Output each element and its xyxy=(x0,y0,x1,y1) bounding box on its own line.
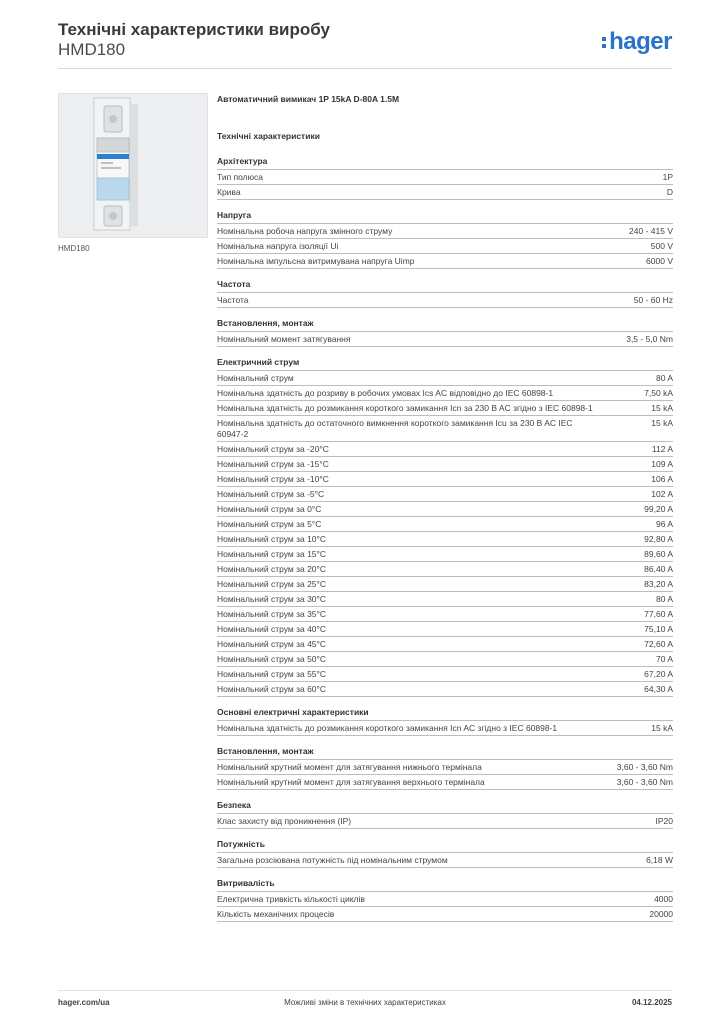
product-image xyxy=(58,93,208,238)
spec-value: 3,60 - 3,60 Nm xyxy=(616,776,673,787)
spec-row xyxy=(217,441,673,456)
spec-group-title: Безпека xyxy=(217,800,251,810)
spec-group-title: Архітектура xyxy=(217,156,268,166)
spec-value: 109 A xyxy=(651,458,673,469)
group-divider xyxy=(217,735,673,736)
group-divider xyxy=(217,199,673,200)
spec-value: 102 A xyxy=(651,488,673,499)
spec-value: 15 kA xyxy=(651,722,673,733)
spec-row xyxy=(217,561,673,576)
spec-value: 4000 xyxy=(654,893,673,904)
image-caption: HMD180 xyxy=(58,244,90,253)
spec-row xyxy=(217,621,673,636)
spec-groups xyxy=(217,156,673,922)
group-divider xyxy=(217,696,673,697)
section-heading: Технічні характеристики xyxy=(217,131,320,141)
spec-label: Номінальний струм за -5°C xyxy=(217,488,325,499)
footer-note: Можливі зміни в технічних характеристиках xyxy=(284,998,446,1007)
spec-row xyxy=(217,471,673,486)
spec-label: Номінальна напруга ізоляції Ui xyxy=(217,240,339,251)
group-divider xyxy=(217,268,673,269)
spec-value: 15 kA xyxy=(651,402,673,413)
spec-value: 15 kA xyxy=(651,417,673,428)
spec-row xyxy=(217,651,673,666)
spec-label: Номінальний струм за 20°C xyxy=(217,563,327,574)
group-divider xyxy=(217,789,673,790)
spec-label: Номінальний момент затягування xyxy=(217,333,351,344)
logo-dots-icon xyxy=(602,34,607,51)
spec-row xyxy=(217,546,673,561)
spec-row xyxy=(217,486,673,501)
logo-text: hager xyxy=(609,28,672,55)
spec-value: 20000 xyxy=(649,908,673,919)
spec-row xyxy=(217,331,673,346)
spec-row xyxy=(217,591,673,606)
spec-row xyxy=(217,759,673,774)
spec-label: Номінальний струм за 30°C xyxy=(217,593,327,604)
spec-group-title: Основні електричні характеристики xyxy=(217,707,369,717)
spec-value: 500 V xyxy=(650,240,673,251)
spec-value: 3,60 - 3,60 Nm xyxy=(616,761,673,772)
spec-label: Номінальний струм за 0°C xyxy=(217,503,322,514)
spec-value: 106 A xyxy=(651,473,673,484)
spec-value: 80 A xyxy=(655,593,673,604)
spec-value: 6000 V xyxy=(646,255,673,266)
spec-value: 80 A xyxy=(655,372,673,383)
spec-row xyxy=(217,606,673,621)
spec-label: Номінальний струм за 25°C xyxy=(217,578,327,589)
spec-row xyxy=(217,169,673,184)
spec-value: 77,60 A xyxy=(644,608,673,619)
spec-label: Частота xyxy=(217,294,249,305)
spec-label: Номінальний струм за -15°C xyxy=(217,458,329,469)
spec-row xyxy=(217,852,673,867)
spec-label: Номінальний струм за -10°C xyxy=(217,473,329,484)
spec-label: Номінальний крутний момент для затягування верхнього термінала xyxy=(217,776,485,787)
spec-value: 50 - 60 Hz xyxy=(633,294,673,305)
spec-value: 67,20 A xyxy=(644,668,673,679)
spec-label: Клас захисту від проникнення (IP) xyxy=(217,815,352,826)
spec-group-title: Напруга xyxy=(217,210,252,220)
spec-row xyxy=(217,253,673,268)
spec-label: Крива xyxy=(217,186,241,197)
footer-date: 04.12.2025 xyxy=(631,998,672,1007)
spec-group-title: Потужність xyxy=(217,839,265,849)
spec-value: D xyxy=(666,186,673,197)
spec-row xyxy=(217,370,673,385)
spec-label: Номінальний струм за 55°C xyxy=(217,668,327,679)
spec-value: 89,60 A xyxy=(644,548,673,559)
spec-row xyxy=(217,813,673,828)
spec-value: 7,50 kA xyxy=(644,387,673,398)
spec-value: 96 A xyxy=(655,518,673,529)
spec-row xyxy=(217,400,673,415)
spec-group-title: Встановлення, монтаж xyxy=(217,318,314,328)
spec-label: Номінальна здатність до розмикання короткого замикання Icn AC згідно з IEC 60898-1 xyxy=(217,722,558,733)
spec-value: 92,80 A xyxy=(644,533,673,544)
spec-value: 83,20 A xyxy=(644,578,673,589)
spec-row xyxy=(217,184,673,199)
spec-row xyxy=(217,666,673,681)
spec-row xyxy=(217,385,673,400)
spec-label: Номінальний крутний момент для затягування нижнього термінала xyxy=(217,761,482,772)
spec-label: Кількість механічних процесів xyxy=(217,908,335,919)
spec-value: 86,40 A xyxy=(644,563,673,574)
circuit-breaker-image xyxy=(59,94,207,237)
spec-row xyxy=(217,292,673,307)
spec-row xyxy=(217,636,673,651)
group-divider xyxy=(217,867,673,868)
group-divider xyxy=(217,828,673,829)
group-divider xyxy=(217,921,673,922)
spec-row xyxy=(217,501,673,516)
spec-row xyxy=(217,576,673,591)
spec-value: 70 A xyxy=(655,653,673,664)
spec-value: IP20 xyxy=(655,815,673,826)
spec-content xyxy=(217,94,673,922)
spec-label: Номінальний струм за 35°C xyxy=(217,608,327,619)
spec-label: Номінальний струм за 5°C xyxy=(217,518,322,529)
spec-value: 64,30 A xyxy=(644,683,673,694)
group-divider xyxy=(217,346,673,347)
spec-label: Номінальний струм за 45°C xyxy=(217,638,327,649)
hager-logo xyxy=(602,28,672,56)
spec-value: 75,10 A xyxy=(644,623,673,634)
spec-label: Електрична тривкість кількості циклів xyxy=(217,893,365,904)
spec-label: Номінальна імпульсна витримувана напруга Uimp xyxy=(217,255,415,266)
header-divider xyxy=(58,68,672,69)
spec-label: Номінальна здатність до розриву в робочих умовах Ics AC відповідно до IEC 60898-1 xyxy=(217,387,554,398)
spec-group-title: Встановлення, монтаж xyxy=(217,746,314,756)
spec-row xyxy=(217,456,673,471)
spec-row xyxy=(217,415,673,441)
product-code: HMD180 xyxy=(58,40,126,59)
spec-value: 72,60 A xyxy=(644,638,673,649)
spec-value: 1P xyxy=(662,171,673,182)
page-header xyxy=(58,20,330,60)
spec-label: Номінальна робоча напруга змінного струму xyxy=(217,225,393,236)
spec-row xyxy=(217,516,673,531)
spec-value: 99,20 A xyxy=(644,503,673,514)
spec-value: 3,5 - 5,0 Nm xyxy=(626,333,673,344)
spec-row xyxy=(217,774,673,789)
spec-label: Номінальний струм за 50°C xyxy=(217,653,327,664)
spec-label: Загальна розсіювана потужність під номінальним струмом xyxy=(217,854,448,865)
spec-row xyxy=(217,223,673,238)
group-divider xyxy=(217,307,673,308)
spec-label: Номінальний струм за -20°C xyxy=(217,443,329,454)
spec-group-title: Витривалість xyxy=(217,878,275,888)
spec-value: 240 - 415 V xyxy=(629,225,673,236)
spec-label: Номінальний струм за 60°C xyxy=(217,683,327,694)
spec-row xyxy=(217,238,673,253)
spec-label: Номінальний струм за 15°C xyxy=(217,548,327,559)
product-title: Автоматичний вимикач 1P 15kA D-80A 1.5M xyxy=(217,94,400,104)
footer-divider xyxy=(58,990,672,991)
spec-label: Номінальна здатність до розмикання короткого замикання Icn за 230 B AC згідно з IEC 60898-1 xyxy=(217,402,593,413)
spec-row xyxy=(217,681,673,696)
spec-label: Номінальний струм за 10°C xyxy=(217,533,327,544)
page-title: Технічні характеристики виробу xyxy=(58,20,330,39)
spec-row xyxy=(217,720,673,735)
spec-value: 112 A xyxy=(651,443,673,454)
spec-row xyxy=(217,891,673,906)
spec-group-title: Електричний струм xyxy=(217,357,300,367)
footer-website[interactable]: hager.com/ua xyxy=(58,998,110,1007)
spec-label: Номінальний струм за 40°C xyxy=(217,623,327,634)
spec-label: Номінальна здатність до остаточного вимкнення короткого замикання Icu за 230 B AC IEC 60947-2 xyxy=(217,417,573,439)
spec-group-title: Частота xyxy=(217,279,251,289)
spec-row xyxy=(217,906,673,921)
spec-value: 6,18 W xyxy=(646,854,673,865)
spec-label: Номінальний струм xyxy=(217,372,294,383)
spec-row xyxy=(217,531,673,546)
spec-label: Тип полюса xyxy=(217,171,263,182)
